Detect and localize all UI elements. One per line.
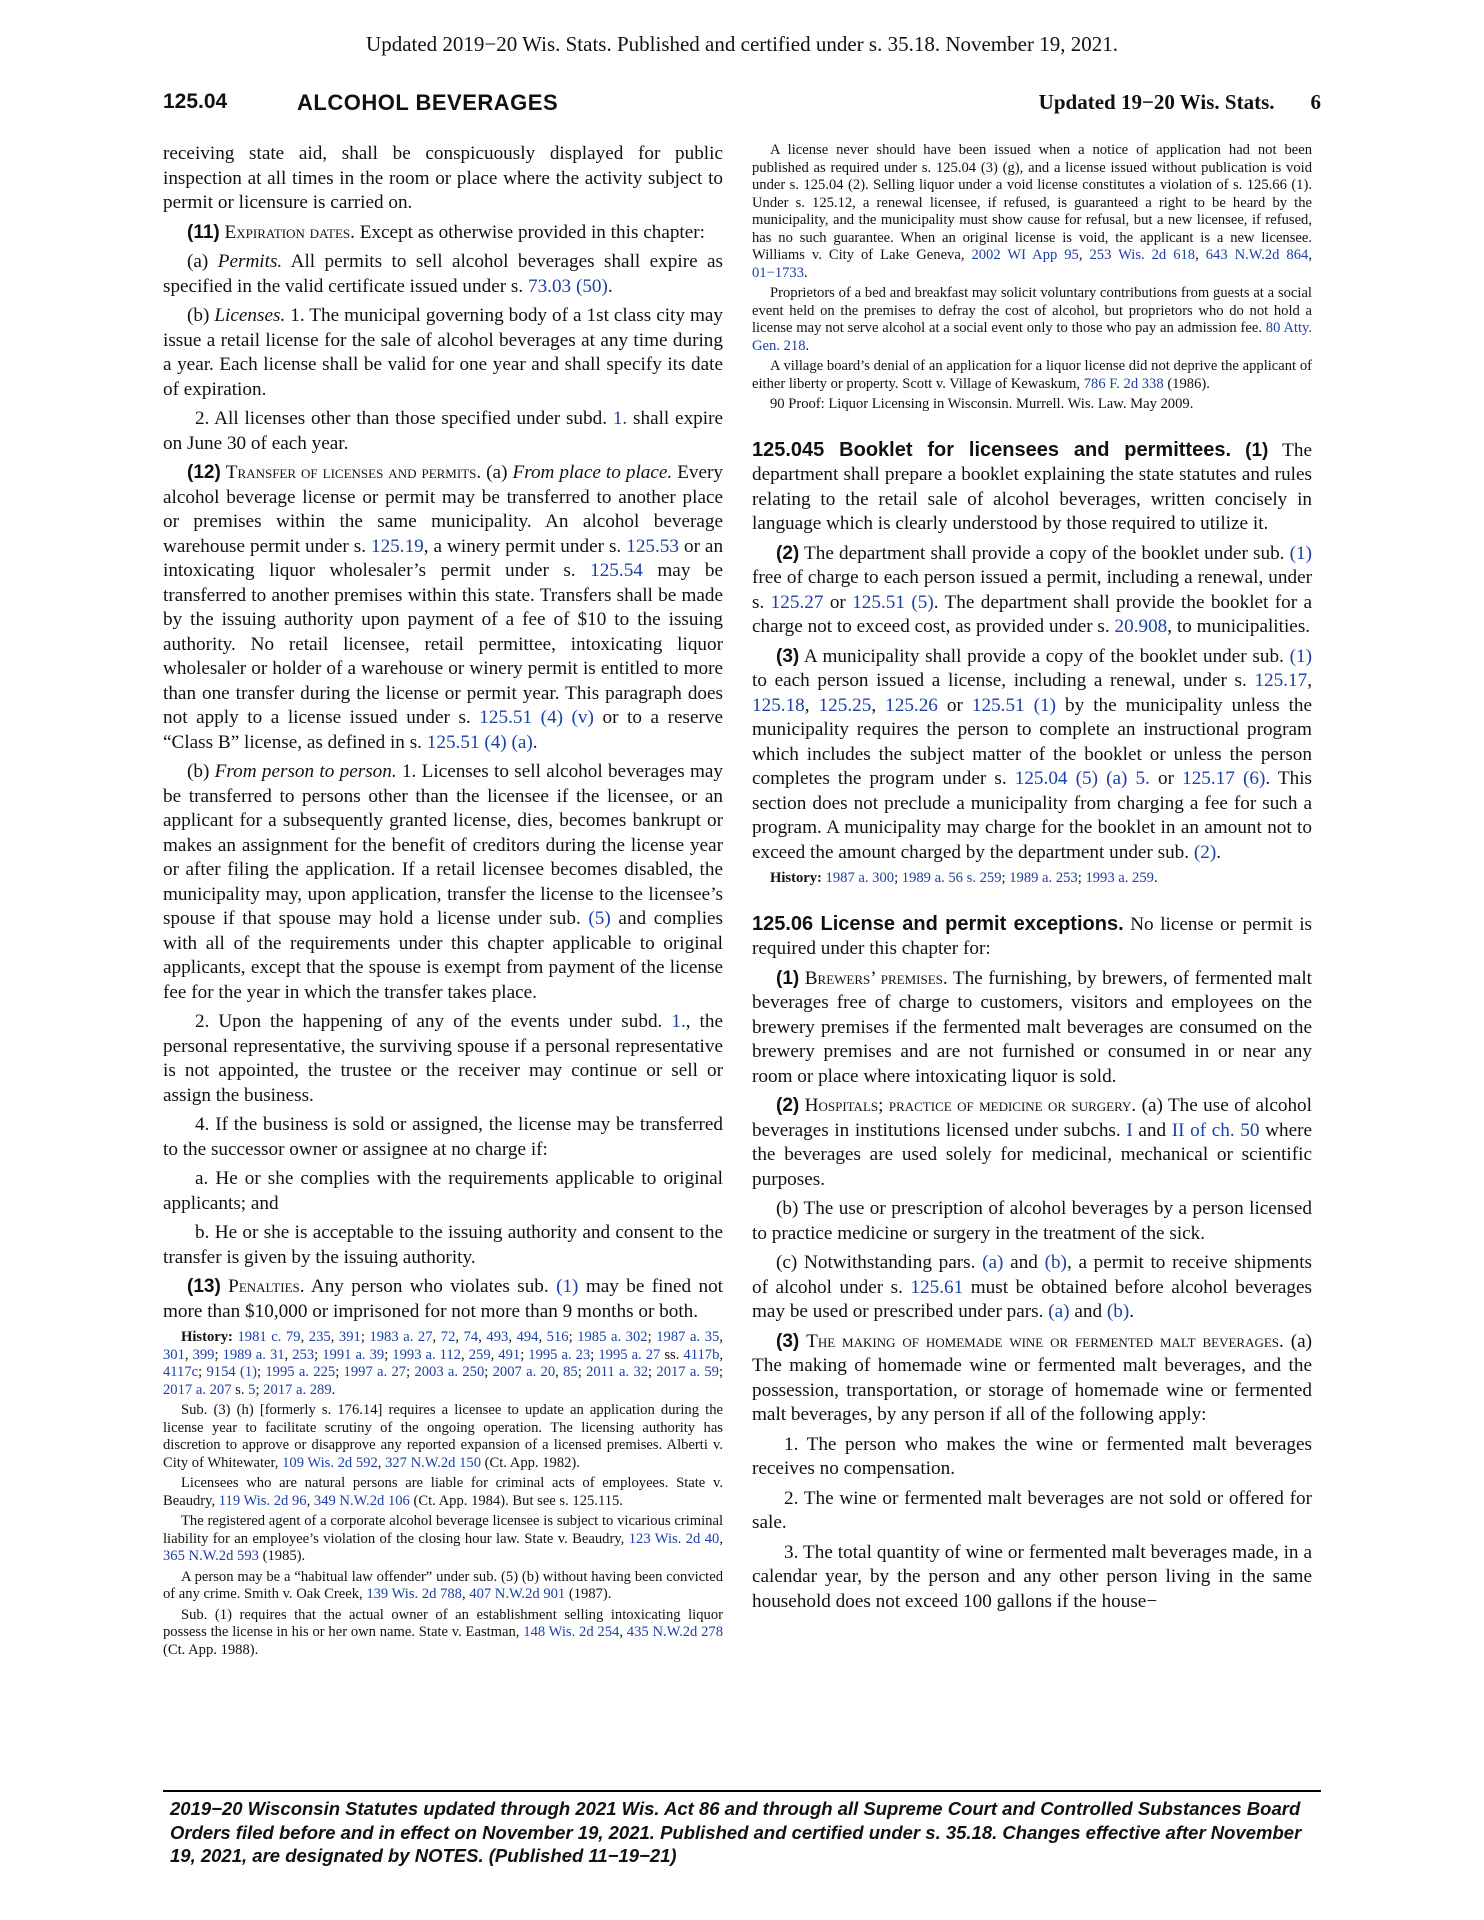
subsection-3: (3) A municipality shall provide a copy of the booklet under sub. (1) to each person issued a license, including a renewal, under s. 125.17, 125.18, 125.25, 125.26 or 125.51 (1) by the municipality unless the municipality requires the person to complete an instructional program which includes the subject matter of the booklet or unless the person completes the program under s. 125.04 (5) (a) 5. or 125.17 (6). This section does not preclude a municipality from charging a fee for such a program. A municipality may charge for the booklet in an amount not to exceed the amount charged by the department under sub. (2). — [752, 645, 1313, 863]
history-link[interactable]: 2017 a. 59 — [656, 1364, 719, 1380]
citation-link[interactable]: 327 N.W.2d 150 — [385, 1454, 482, 1471]
annotation-text: (1986). — [1167, 375, 1210, 392]
continued-paragraph: receiving state aid, shall be conspicuously displayed for public inspection at all times in the room or place where the activity subject to permit or licensure is carried on. — [163, 143, 723, 213]
statute-link[interactable]: 73.03 (50) — [527, 275, 608, 297]
par-text: and — [1074, 1301, 1103, 1322]
history-link[interactable]: 1995 a. 225 — [265, 1364, 336, 1380]
citation-link[interactable]: 435 N.W.2d 278 — [626, 1624, 724, 1640]
history-link[interactable]: 1985 a. 302 — [577, 1329, 648, 1345]
history-link[interactable]: 2017 a. 289 — [263, 1381, 332, 1398]
statute-link[interactable]: (1) — [556, 1276, 579, 1297]
subsection-text: , to municipalities. — [1167, 616, 1311, 637]
history-link[interactable]: 72 — [440, 1329, 456, 1345]
subsection-number: (12) — [187, 462, 221, 483]
history-link[interactable]: 1995 a. 27 — [598, 1346, 661, 1363]
history-note — [163, 1329, 723, 1399]
par-text: may be transferred to another premises within this state. Transfers shall be made by the issuing authority upon payment of a fee of $10 to the issuing authority. No retail licensee, retail permittee, intoxicating liquor wholesaler or holder of a warehouse or winery permit is entitled to more than one transfer during the license or permit year. This paragraph does not apply to a license issued under s. — [163, 560, 724, 728]
history-link[interactable]: 259 — [468, 1346, 491, 1363]
subsection-text: and — [1138, 1119, 1167, 1141]
par-text: (c) Notwithstanding pars. — [776, 1252, 976, 1273]
subd-text: 2. All licenses other than those specified under subd. — [195, 408, 607, 429]
annotation: Licensees who are natural persons are liable for criminal acts of employees. State v. Beaudry, 119 Wis. 2d 96, 349 N.W.2d 106 (Ct. App. 1984). But see s. 125.115. — [163, 1475, 723, 1509]
subsection-number: (1) — [1245, 439, 1269, 461]
annotation-text: (Ct. App. 1984). But see s. 125.115. — [413, 1492, 623, 1509]
statute-link[interactable]: (5) — [588, 908, 611, 929]
par-title: From place to place. — [512, 462, 673, 483]
history-link[interactable]: 235 — [308, 1329, 331, 1345]
annotation-text: Proprietors of a bed and breakfast may solicit voluntary contributions from guests at a social event held on the premises to defray the cost of alcohol, but proprietors who do not hold a license may not serve alcohol at a social event only to those who pay an admission fee. — [752, 285, 1312, 336]
annotation: 90 Proof: Liquor Licensing in Wisconsin. Murrell. Wis. Law. May 2009. — [770, 396, 1194, 412]
history-link[interactable]: 4117b — [683, 1346, 720, 1363]
subsection-12 — [163, 461, 723, 755]
page-number: 6 — [1310, 90, 1321, 114]
subsection-title: The making of homemade wine or fermented malt beverages. — [806, 1330, 1284, 1352]
statute-link[interactable]: (b) — [1044, 1252, 1067, 1273]
citation-link[interactable]: 2002 WI App 95 — [971, 247, 1079, 263]
citation-link[interactable]: 407 N.W.2d 901 — [469, 1586, 566, 1602]
citation-link[interactable]: 139 Wis. 2d 788 — [366, 1586, 462, 1602]
subsection-3 — [752, 1330, 1312, 1428]
history-link[interactable]: 1991 a. 39 — [322, 1346, 385, 1363]
annotation: A license never should have been issued when a notice of application had not been published as required under s. 125.04 (3) (g), and a license issued without publication is void under s. 125.04 (2). Selling liquor under a void license constitutes a violation of s. 125.66 (1). Under s. 125.12, a renewal licensee, if refused, is guaranteed a right to be heard by the municipality, and the municipality must show cause for refusal, but a new licensee, if refused, has no such guarantee. When an original license is void, the applicant is a new licensee. Williams v. City of Lake Geneva, 2002 WI App 95, 253 Wis. 2d 618, 643 N.W.2d 864, 01−1733. — [752, 142, 1312, 281]
history-link[interactable]: 1995 a. 23 — [528, 1346, 591, 1363]
history-links: 1981 c. 79, 235, 391; 1983 a. 27, 72, 74, 493, 494, 516; 1985 a. 302; 1987 a. 35, 301, 399; 1989 a. 31, 253; 1991 a. 39; 1993 a. 112, 259, 491; 1995 a. 23; 1995 a. 27 ss. 4117b, 4117c; 9154 (1); 1995 a. 225; 1997 a. 27; 2003 a. 250; 2007 a. 20, 85; 2011 a. 32; 2017 a. 59; 2017 a. 207 s. 5; 2017 a. 289. — [163, 1329, 724, 1398]
statute-link[interactable]: 125.04 (5) (a) 5. — [1014, 768, 1150, 789]
subsection-text: A municipality shall provide a copy of the booklet under sub. — [803, 645, 1284, 667]
history-link[interactable]: 399 — [192, 1346, 215, 1363]
section-125-06 — [752, 912, 1312, 1615]
statute-link[interactable]: 125.54 — [590, 560, 643, 581]
subsection-text: Any person who violates sub. — [310, 1276, 549, 1297]
statute-link[interactable]: 125.51 (1) — [971, 694, 1057, 716]
history-link[interactable]: 74 — [463, 1329, 479, 1345]
subsection-text: where the beverages are used solely for medicinal, mechanical or scientific purposes. — [752, 1119, 1313, 1190]
history-link[interactable]: 1993 a. 112 — [392, 1346, 462, 1363]
history-link[interactable]: 5 — [248, 1381, 256, 1398]
annotation — [752, 285, 1312, 355]
citation-link[interactable]: 349 N.W.2d 106 — [313, 1492, 410, 1509]
citation-link[interactable]: 253 Wis. 2d 618 — [1089, 247, 1196, 263]
par-label: (b) — [187, 761, 210, 782]
statute-link[interactable]: (1) — [1289, 542, 1313, 564]
statute-link[interactable]: 125.51 (5) — [852, 591, 934, 613]
annotation-text: Sub. (3) (h) [formerly s. 176.14] requires a licensee to update an application during the license year to facilitate scrutiny of the ongoing operation. The licensing authority has discretion to approve or disapprove any reported expansion of a licensed premises. Alberti v. City of Whitewater, — [163, 1402, 723, 1471]
section-intro — [752, 912, 1312, 962]
statute-link[interactable]: (a) — [982, 1252, 1004, 1273]
subsection-text: . The department shall provide the booklet for a charge not to exceed cost, as provided under s. — [752, 591, 1313, 637]
statute-link[interactable]: 125.53 — [626, 535, 679, 557]
citation-link[interactable]: 80 Atty. Gen. 218 — [752, 320, 1312, 354]
par-title: From person to person. — [214, 761, 397, 782]
subsection-11 — [163, 221, 723, 246]
citation-link[interactable]: 365 N.W.2d 593 — [163, 1548, 259, 1564]
statute-link[interactable]: 125.27 — [770, 591, 824, 613]
statute-link[interactable]: (a) — [1048, 1301, 1070, 1322]
statute-link[interactable]: 125.18 — [752, 694, 805, 716]
annotation-text: (1985). — [262, 1548, 306, 1564]
paragraph-2b: (b) The use or prescription of alcohol beverages by a person licensed to practice medicine or surgery in the treatment of the sick. — [752, 1198, 1312, 1244]
subsection-title: Brewers’ premises. — [804, 967, 948, 989]
annotation-text: (1987). — [568, 1586, 612, 1602]
history-link[interactable]: 2007 a. 20 — [492, 1364, 556, 1380]
citation-link[interactable]: 123 Wis. 2d 40 — [628, 1530, 720, 1547]
statute-link[interactable]: (2) — [1193, 841, 1217, 863]
subsection-text: . This section does not preclude a municipality from charging a fee for such a program. A municipality may charge for the booklet in an amount not to exceed the amount charged by the department under sub. — [752, 768, 1313, 863]
history-link[interactable]: 253 — [292, 1346, 315, 1363]
subdivision-3a1: 1. The person who makes the wine or fermented malt beverages receives no compensation. — [752, 1433, 1312, 1479]
subsection-number: (2) — [776, 542, 800, 564]
section-intro-text: No license or permit is required under this chapter for: — [752, 913, 1313, 959]
subsection-title: Expiration dates. — [224, 221, 355, 243]
header-running-title: Updated 19−20 Wis. Stats. — [1038, 90, 1275, 114]
section-heading: 125.045 Booklet for licensees and permittees. — [752, 438, 1232, 461]
annotation: Sub. (1) requires that the actual owner of an establishment selling intoxicating liquor possess the license in his or her own name. State v. Eastman, 148 Wis. 2d 254, 435 N.W.2d 278 (Ct. App. 1988). — [163, 1606, 724, 1658]
par-text: . — [532, 731, 538, 753]
subsection-text: The furnishing, by brewers, of fermented malt beverages free of charge to customers, visitors and employees on the brewery premises if the fermented malt beverages are consumed on the brewery premises and are not furnished or consumed in or near any room or place where intoxicating liquor is sold. — [752, 967, 1313, 1087]
par-text: and — [1010, 1252, 1038, 1273]
subsection-number: (3) — [776, 1330, 800, 1352]
par-text: and complies with all of the requirements under this chapter applicable to original applicants, except that the spouse is exempt from payment of the license fee for the year in which the transfer takes place. — [163, 908, 724, 1003]
statute-link[interactable]: (b) — [1106, 1301, 1130, 1322]
subsection-number: (2) — [776, 1095, 800, 1116]
subsection-text: The department shall provide a copy of the booklet under sub. — [804, 542, 1285, 564]
subsection-13 — [163, 1275, 723, 1324]
par-text: 1. The municipal governing body of a 1st class city may issue a retail license for the sale of alcohol beverages at any time during a year. Each license shall be valid for one year and shall specify its date of expiration. — [163, 305, 724, 400]
footer-rule — [163, 1790, 1321, 1792]
statute-link[interactable]: 125.17 — [1254, 670, 1308, 691]
subsection-text: (a) The making of homemade wine or fermented malt beverages, and the possession, transportation, or storage of homemade wine or fermented malt beverages, by any person if all of the following apply: — [752, 1330, 1313, 1425]
publication-banner: Updated 2019−20 Wis. Stats. Published and certified under s. 35.18. November 19, 2021. — [366, 32, 1118, 56]
history-link[interactable]: 1989 a. 56 — [901, 870, 963, 886]
header-right — [1039, 90, 1321, 115]
par-text: All permits to sell alcohol beverages shall expire as specified in the valid certificate issued under s. — [163, 251, 724, 297]
par-label: (a) — [187, 251, 209, 272]
statute-link[interactable]: II of ch. 50 — [1171, 1119, 1260, 1141]
subsection-1 — [752, 438, 1312, 537]
annotation-text: A village board’s denial of an application for a liquor license did not deprive the applicant of either liberty or property. Scott v. Village of Kewaskum, — [752, 358, 1312, 392]
page-header — [163, 90, 1321, 118]
par-text: or an intoxicating liquor wholesaler’s permit under s. — [163, 535, 724, 581]
citation-link[interactable]: 119 Wis. 2d 96 — [218, 1492, 307, 1509]
history-note: History: 1987 a. 300; 1989 a. 56 s. 259; 1989 a. 253; 1993 a. 259. — [770, 870, 1158, 886]
par-text: Every alcohol beverage license or permit may be transferred to another place or premises within the same municipality. An alcohol beverage warehouse permit under s. — [163, 462, 724, 557]
history-link[interactable]: 516 — [546, 1329, 569, 1345]
left-column — [163, 142, 723, 1662]
statute-link[interactable]: 1. — [612, 408, 628, 429]
subdivision-12b4: 4. If the business is sold or assigned, the license may be transferred to the successor owner or assignee at no charge if: — [163, 1114, 723, 1160]
history-link[interactable]: 491 — [498, 1346, 521, 1363]
paragraph-2c — [752, 1251, 1312, 1325]
subsection-2 — [752, 542, 1312, 640]
subsection-text: to each person issued a license, including a renewal, under s. — [752, 670, 1247, 691]
section-heading: 125.06 License and permit exceptions. — [752, 912, 1124, 935]
citation-link[interactable]: 786 F. 2d 338 — [1083, 375, 1164, 392]
statute-link[interactable]: (1) — [1289, 645, 1312, 667]
history-link[interactable]: 1983 a. 27 — [369, 1329, 433, 1345]
citation-link[interactable]: 643 N.W.2d 864 — [1205, 247, 1309, 263]
history-link[interactable]: 1997 a. 27 — [343, 1364, 407, 1380]
par-title: Licenses. — [214, 305, 286, 326]
par-text: , a winery permit under s. — [423, 535, 622, 557]
subdivision-12b4b: b. He or she is acceptable to the issuing authority and consent to the transfer is given by the issuing authority. — [163, 1222, 723, 1268]
annotation-text: A person may be a “habitual law offender” under sub. (5) (b) without having been convicted of any crime. Smith v. Oak Creek, — [163, 1568, 723, 1602]
history-link[interactable]: 1987 a. 300 — [825, 870, 895, 886]
subsection-2 — [752, 1094, 1312, 1192]
subsection-number: (11) — [187, 221, 220, 243]
history-label: History: — [770, 870, 822, 886]
subsection-text: Except as otherwise provided in this chapter: — [359, 221, 705, 243]
annotation: Sub. (3) (h) [formerly s. 176.14] requires a licensee to update an application during the license year to facilitate scrutiny of the ongoing operation. The licensing authority has discretion to approve or disapprove any reported expansion of a licensed premises. Alberti v. City of Whitewater, 109 Wis. 2d 592, 327 N.W.2d 150 (Ct. App. 1982). — [163, 1402, 723, 1471]
subsection-text: by the municipality unless the municipality requires the person to complete an instructional program which includes the subject matter of the booklet or unless the person completes the program under s. — [752, 694, 1313, 789]
header-chapter-title: ALCOHOL BEVERAGES — [297, 90, 559, 115]
history-link[interactable]: 2003 a. 250 — [414, 1364, 485, 1380]
par-text: . — [1129, 1301, 1135, 1322]
statute-link[interactable]: 125.17 (6) — [1182, 768, 1266, 789]
subsection-text: or — [946, 694, 963, 716]
subd-text: shall expire on June 30 of each year. — [163, 408, 724, 454]
par-label: (b) — [187, 305, 210, 326]
subsection-text: or — [1158, 768, 1174, 789]
annotation-text: Sub. (1) requires that the actual owner of an establishment selling intoxicating liquor possess the license in his or her own name. State v. Eastman, — [163, 1606, 723, 1640]
annotation-text: (Ct. App. 1982). — [484, 1454, 580, 1471]
subsection-text: (a) The use of alcohol beverages in institutions licensed under subchs. — [752, 1095, 1312, 1141]
par-text: or to a reserve “Class B” license, as defined in s. — [163, 707, 723, 753]
subd-text: , the personal representative, the surviving spouse if a personal representative is not appointed, the trustee or the receiver may continue or sell or assign the business. — [163, 1011, 723, 1106]
history-link[interactable]: 1989 a. 31 — [222, 1346, 285, 1363]
subsection-number: (1) — [776, 967, 800, 989]
annotation: A person may be a “habitual law offender” under sub. (5) (b) without having been convicted of any crime. Smith v. Oak Creek, 139 Wis. 2d 788, 407 N.W.2d 901 (1987). — [163, 1568, 723, 1602]
paragraph-11a: (a) Permits. All permits to sell alcohol beverages shall expire as specified in the valid certificate issued under s. 73.03 (50). — [163, 251, 724, 297]
annotation — [752, 358, 1312, 393]
subd-text: 2. Upon the happening of any of the events under subd. — [195, 1011, 663, 1032]
history-link[interactable]: 1987 a. 35 — [656, 1329, 720, 1345]
history-link[interactable]: 1981 c. 79 — [237, 1329, 301, 1345]
statute-link[interactable]: 125.61 — [910, 1276, 964, 1298]
subdivision-3a2: 2. The wine or fermented malt beverages are not sold or offered for sale. — [752, 1487, 1312, 1533]
history-link[interactable]: 494 — [516, 1329, 539, 1345]
par-label: (a) — [486, 462, 508, 483]
section-125-045 — [752, 438, 1312, 888]
history-link[interactable]: 2017 a. 207 — [163, 1381, 232, 1398]
annotation-text: (Ct. App. 1988). — [163, 1641, 259, 1658]
annotation-text: . — [804, 264, 808, 281]
subdivision-11b2 — [163, 407, 723, 456]
par-text: , a permit to receive shipments of alcohol under s. — [752, 1252, 1313, 1298]
history-link[interactable]: 9154 (1) — [206, 1364, 257, 1380]
citation-link[interactable]: 01−1733 — [752, 264, 805, 281]
subsection-text: . — [1216, 841, 1222, 863]
subsection-title: Transfer of licenses and permits. — [225, 462, 482, 483]
annotation: The registered agent of a corporate alcohol beverage licensee is subject to vicarious criminal liability for an employee’s violation of the closing hour law. State v. Beaudry, 123 Wis. 2d 40, 365 N.W.2d 593 (1985). — [163, 1513, 723, 1564]
subdivision-12b2 — [163, 1010, 723, 1108]
citation-link[interactable]: 109 Wis. 2d 592 — [282, 1454, 378, 1471]
annotation-text: The registered agent of a corporate alcohol beverage licensee is subject to vicarious criminal liability for an employee’s violation of the closing hour law. State v. Beaudry, — [163, 1513, 723, 1547]
par-text: 1. Licenses to sell alcohol beverages may be transferred to persons other than the licensee if the licensee, or an applicant for a subsequently granted license, dies, becomes bankrupt or makes an assignment for the benefit of creditors during the license year or after filing the application. If a retail licensee becomes disabled, the municipality may, upon application, transfer the license to the licensee’s spouse if that spouse may hold a license under sub. — [163, 761, 723, 929]
history-link[interactable]: 85 — [563, 1364, 578, 1380]
history-link[interactable]: 1993 a. 259 — [1085, 870, 1154, 886]
paragraph-11b — [163, 304, 723, 402]
header-section-number: 125.04 — [163, 90, 228, 113]
subsection-number: (13) — [187, 1276, 221, 1297]
citation-link[interactable]: 148 Wis. 2d 254 — [523, 1624, 620, 1640]
history-link[interactable]: 301 — [163, 1346, 185, 1363]
subsection-text: free of charge to each person issued a permit, including a renewal, under s. — [752, 567, 1312, 613]
statute-link[interactable]: 1. — [671, 1011, 686, 1032]
subdivision-12b4a: a. He or she complies with the requirements applicable to original applicants; and — [163, 1168, 723, 1214]
annotation-text: Licensees who are natural persons are liable for criminal acts of employees. State v. Beaudry, — [163, 1475, 723, 1509]
subsection-title: Penalties. — [228, 1276, 305, 1297]
annotation-text: A license never should have been issued when a notice of application had not been published as required under s. 125.04 (3) (g), and a license issued without publication is void under s. 125.04 (2). Selling liquor under a void license constitutes a violation of s. 125.66 (1). Under s. 125.12, a renewal licensee, if refused, is guaranteed a right to be heard by the municipality, and the municipality must show cause for refusal, but a new licensee, if refused, has no such guarantee. When an original license is void, the applicant is a new licensee. Williams v. City of Lake Geneva, — [752, 142, 1312, 263]
history-link[interactable]: 1989 a. 253 — [1009, 870, 1078, 886]
right-column — [752, 142, 1312, 1619]
history-link[interactable]: 2011 a. 32 — [586, 1364, 649, 1380]
statute-link[interactable]: 125.26 — [885, 694, 938, 716]
history-label: History: — [181, 1329, 233, 1345]
subsection-text: The department shall prepare a booklet explaining the state statutes and rules relating to the retail sale of alcohol beverages, written concisely in language which is clearly understood by those required to utilize it. — [752, 439, 1313, 534]
subsection-title: Hospitals; practice of medicine or surgery. — [804, 1095, 1137, 1116]
annotation-text: . — [805, 337, 810, 354]
par-title: Permits. — [217, 251, 283, 272]
history-link[interactable]: 4117c — [163, 1364, 199, 1380]
subdivision-3a3: 3. The total quantity of wine or fermented malt beverages made, in a calendar year, by the person and any other person living in the same household does not exceed 100 gallons if the house− — [752, 1541, 1312, 1612]
history-link[interactable]: s. 259 — [966, 870, 1002, 886]
paragraph-12b — [163, 760, 723, 1005]
statute-link[interactable]: 125.25 — [818, 694, 872, 716]
subsection-text: may be fined not more than $10,000 or imprisoned for not more than 9 months or both. — [163, 1276, 724, 1322]
footer-notice: 2019−20 Wisconsin Statutes updated through 2021 Wis. Act 86 and through all Supreme Court and Controlled Substances Board Orders filed before and in effect on November 19, 2021. Published and certified under s. 35.18. Changes effective after November 19, 2021, are designated by NOTES. (Published 11−19−21) — [170, 1798, 1302, 1866]
subsection-number: (3) — [776, 645, 800, 667]
subsection-1 — [752, 967, 1312, 1090]
statute-link[interactable]: 125.51 (4) (v) — [479, 707, 594, 728]
par-text: must be obtained before alcohol beverages may be used or prescribed under pars. — [752, 1276, 1312, 1322]
statute-link[interactable]: 20.908 — [1114, 616, 1168, 637]
statute-link[interactable]: 125.51 (4) (a) — [426, 731, 533, 753]
subsection-text: or — [829, 591, 846, 613]
history-link[interactable]: 391 — [338, 1329, 361, 1345]
statute-link[interactable]: I — [1126, 1119, 1133, 1141]
statute-link[interactable]: 125.19 — [370, 535, 424, 557]
history-link[interactable]: 493 — [486, 1329, 509, 1345]
